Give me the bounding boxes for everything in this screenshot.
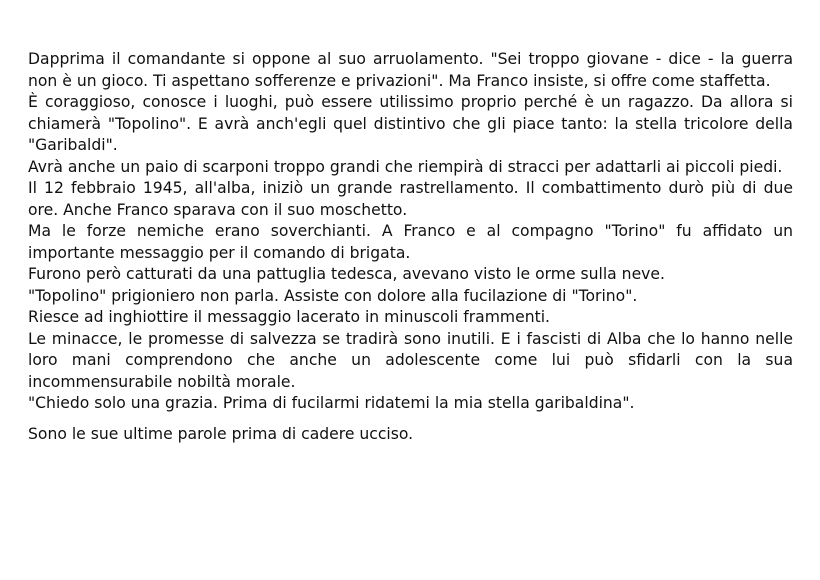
paragraph-8: Riesce ad inghiottire il messaggio lacerato in minuscoli frammenti. bbox=[28, 308, 550, 326]
paragraph-2: È coraggioso, conosce i luoghi, può essere utilissimo proprio perché è un ragazzo. Da allora si chiamerà "Topolino". E avrà anch'egli quel distintivo che gli piace tanto: la stella tricolore della "Garibaldi". bbox=[28, 93, 793, 154]
paragraph-9: Le minacce, le promesse di salvezza se tradirà sono inutili. E i fascisti di Alba che lo hanno nelle loro mani comprendono che anche un adolescente come lui può sfidarli con la sua incommensurabile nobiltà morale. bbox=[28, 329, 793, 391]
paragraph-5: Ma le forze nemiche erano soverchianti. A Franco e al compagno "Torino" fu affidato un importante messaggio per il comando di brigata. bbox=[28, 222, 793, 262]
paragraph-11: Sono le sue ultime parole prima di cadere ucciso. bbox=[28, 424, 414, 443]
paragraph-10: "Chiedo solo una grazia. Prima di fucilarmi ridatemi la mia stella garibaldina". bbox=[28, 394, 635, 412]
paragraph-3: Avrà anche un paio di scarponi troppo grandi che riempirà di stracci per adattarli ai piccoli piedi. bbox=[28, 157, 783, 176]
paragraph-1: Dapprima il comandante si oppone al suo arruolamento. "Sei troppo giovane - dice - la guerra non è un gioco. Ti aspettano sofferenze e privazioni". Ma Franco insiste, si offre come staffetta. bbox=[28, 50, 793, 90]
paragraph-7: "Topolino" prigioniero non parla. Assiste con dolore alla fucilazione di "Torino". bbox=[28, 286, 638, 305]
paragraph-4: Il 12 febbraio 1945, all'alba, iniziò un grande rastrellamento. Il combattimento durò più di due ore. Anche Franco sparava con il suo moschetto. bbox=[28, 179, 793, 219]
paragraph-6: Furono però catturati da una pattuglia tedesca, avevano visto le orme sulla neve. bbox=[28, 265, 665, 283]
document-body bbox=[28, 49, 793, 445]
